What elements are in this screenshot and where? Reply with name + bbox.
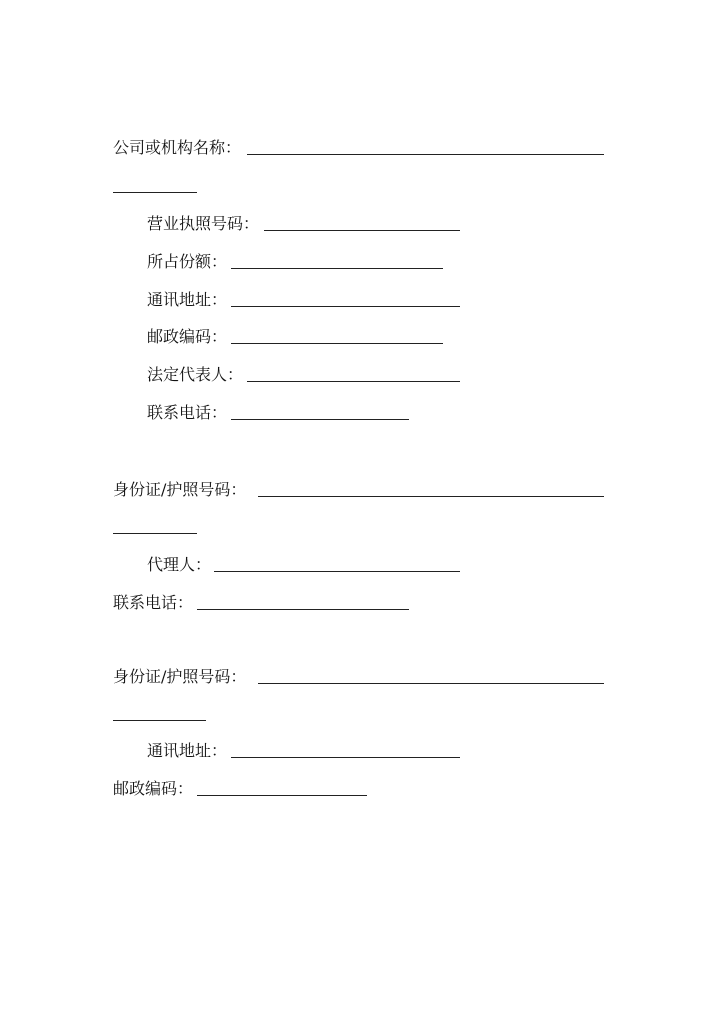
- agent-label: 代理人：: [147, 555, 212, 574]
- address-row-2: [0, 741, 720, 765]
- legal-rep-row: [0, 365, 720, 389]
- postal-code-row-2: [0, 779, 720, 803]
- agent-phone-label: 联系电话：: [113, 593, 194, 612]
- business-license-row: [0, 214, 720, 238]
- address-label: 通讯地址：: [147, 290, 228, 309]
- id-passport-label: 身份证/护照号码：: [113, 480, 247, 499]
- share-row: [0, 252, 720, 276]
- agent-field[interactable]: [214, 571, 460, 572]
- id-passport-field[interactable]: [258, 496, 604, 497]
- postal-code-row: [0, 327, 720, 351]
- id-passport-continuation-row-2: [0, 704, 720, 728]
- business-license-label: 营业执照号码：: [147, 214, 260, 233]
- postal-code-field[interactable]: [231, 343, 443, 344]
- postal-code-label: 邮政编码：: [147, 327, 228, 346]
- id-passport-field-2-continuation[interactable]: [113, 720, 206, 721]
- postal-code-label-2: 邮政编码：: [113, 779, 194, 798]
- agent-row: [0, 555, 720, 579]
- agent-phone-row: [0, 593, 720, 617]
- business-license-field[interactable]: [264, 230, 460, 231]
- address-field[interactable]: [231, 306, 460, 307]
- legal-rep-field[interactable]: [247, 381, 460, 382]
- company-name-field[interactable]: [247, 154, 604, 155]
- company-name-field-continuation[interactable]: [113, 192, 197, 193]
- id-passport-row-2: [0, 667, 720, 691]
- company-name-continuation-row: [0, 176, 720, 200]
- address-row: [0, 290, 720, 314]
- company-name-row: [0, 138, 720, 162]
- id-passport-field-continuation[interactable]: [113, 533, 197, 534]
- id-passport-field-2[interactable]: [258, 683, 604, 684]
- id-passport-continuation-row: [0, 517, 720, 541]
- share-label: 所占份额：: [147, 252, 228, 271]
- address-label-2: 通讯地址：: [147, 741, 228, 760]
- phone-row: [0, 403, 720, 427]
- phone-label: 联系电话：: [147, 403, 228, 422]
- id-passport-label-2: 身份证/护照号码：: [113, 667, 247, 686]
- phone-field[interactable]: [231, 419, 409, 420]
- id-passport-row: [0, 480, 720, 504]
- address-field-2[interactable]: [231, 757, 460, 758]
- company-name-label: 公司或机构名称：: [113, 138, 242, 157]
- legal-rep-label: 法定代表人：: [147, 365, 244, 384]
- agent-phone-field[interactable]: [197, 609, 409, 610]
- postal-code-field-2[interactable]: [197, 795, 367, 796]
- share-field[interactable]: [231, 268, 443, 269]
